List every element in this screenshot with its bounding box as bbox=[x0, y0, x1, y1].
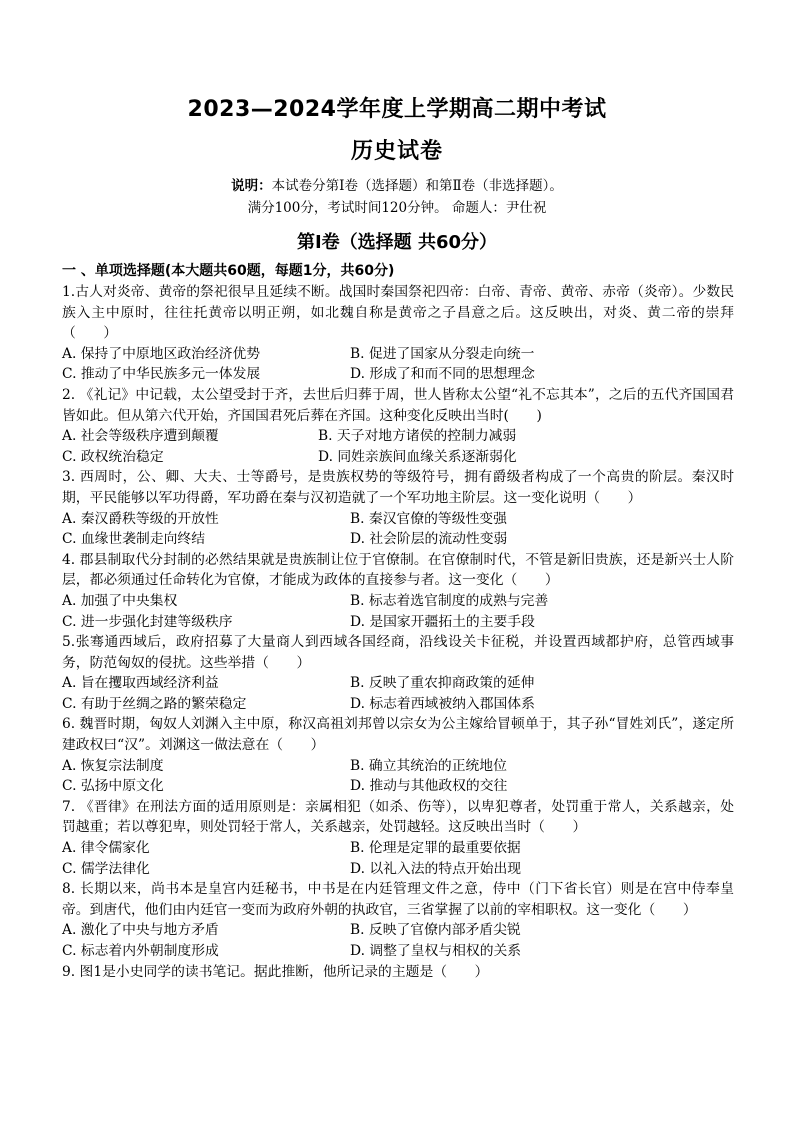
exam-note-line-2: 满分100分，考试时间120分钟。 命题人：尹仕祝 bbox=[247, 200, 547, 216]
note-label: 说明： bbox=[231, 178, 272, 194]
option-b: B. 天子对地方诸侯的控制力减弱 bbox=[318, 428, 517, 445]
option-c: C. 弘扬中原文化 bbox=[62, 778, 164, 795]
question-6 bbox=[62, 714, 734, 796]
volume-title: 第Ⅰ卷（选择题 共60分） bbox=[296, 232, 497, 253]
question-options bbox=[62, 344, 734, 385]
option-b: B. 秦汉官僚的等级性变强 bbox=[350, 510, 507, 527]
option-a: A. 激化了中央与地方矛盾 bbox=[62, 922, 219, 939]
option-a: A. 恢复宗法制度 bbox=[62, 757, 164, 774]
question-options bbox=[62, 591, 734, 632]
option-b: B. 伦理是定罪的最重要依据 bbox=[350, 840, 521, 857]
option-a: A. 秦汉爵秩等级的开放性 bbox=[62, 510, 219, 527]
option-d: D. 以礼入法的特点开始出现 bbox=[350, 860, 522, 877]
question-2 bbox=[62, 385, 734, 467]
option-d: D. 形成了和而不同的思想理念 bbox=[350, 366, 535, 383]
subject-title: 历史试卷 bbox=[350, 139, 443, 164]
option-d: D. 标志着西域被纳入郡国体系 bbox=[350, 695, 535, 712]
question-stem: 4. 郡县制取代分封制的必然结果就是贵族制让位于官僚制。在官僚制时代，不管是新旧贵族，还是新兴士人阶层，都必须通过任命转化为官僚，才能成为政体的直接参与者。这一变化（ ） bbox=[62, 551, 734, 589]
question-4 bbox=[62, 550, 734, 632]
option-a: A. 律令儒家化 bbox=[62, 840, 150, 857]
option-b: B. 标志着选官制度的成熟与完善 bbox=[350, 592, 549, 609]
question-5 bbox=[62, 632, 734, 714]
option-d: D. 是国家开疆拓土的主要手段 bbox=[350, 613, 535, 630]
option-a: A. 旨在攫取西域经济利益 bbox=[62, 675, 219, 692]
question-stem: 2. 《礼记》中记载，太公望受封于齐，去世后归葬于周，世人皆称太公望“礼不忘其本”，之后的五代齐国国君皆如此。但从第六代开始，齐国国君死后葬在齐国。这种变化反映出当时( ) bbox=[62, 386, 734, 424]
question-list bbox=[62, 282, 734, 982]
question-1 bbox=[62, 282, 734, 385]
option-c: C. 标志着内外朝制度形成 bbox=[62, 943, 219, 959]
option-b: B. 反映了重农抑商政策的延伸 bbox=[350, 675, 535, 692]
question-options bbox=[62, 509, 734, 550]
option-c: C. 儒学法律化 bbox=[62, 860, 150, 877]
option-c: C. 进一步强化封建等级秩序 bbox=[62, 613, 233, 630]
question-stem: 3. 西周时，公、卿、大夫、士等爵号，是贵族权势的等级符号，拥有爵级者构成了一个高贵的阶层。秦汉时期，平民能够以军功得爵，军功爵在秦与汉初造就了一个军功地主阶层。这一变化说明（ ） bbox=[62, 469, 734, 506]
question-stem: 5.张骞通西域后，政府招募了大量商人到西域各国经商，沿线设关卡征税，并设置西域都护府，总管西域事务，防范匈奴的侵扰。这些举措（ ） bbox=[62, 634, 734, 671]
question-stem: 7. 《晋律》在刑法方面的适用原则是：亲属相犯（如杀、伤等），以卑犯尊者，处罚重于常人，关系越亲，处罚越重；若以尊犯卑，则处罚轻于常人，关系越亲，处罚越轻。这反映出当时（ ） bbox=[62, 798, 734, 836]
question-9 bbox=[62, 962, 734, 983]
option-c: C. 政权统治稳定 bbox=[62, 448, 164, 465]
option-d: D. 调整了皇权与相权的关系 bbox=[350, 943, 522, 959]
question-options bbox=[62, 838, 734, 879]
option-c: C. 有助于丝绸之路的繁荣稳定 bbox=[62, 695, 247, 712]
question-stem: 6. 魏晋时期，匈奴人刘渊入主中原，称汉高祖刘邦曾以宗女为公主嫁给冒顿单于，其子孙“冒姓刘氏”，遂定所建政权曰“汉”。刘渊这一做法意在（ ） bbox=[62, 716, 734, 754]
question-stem: 9. 图1是小史同学的读书笔记。据此推断，他所记录的主题是（ ） bbox=[62, 963, 489, 980]
option-d: D. 推动与其他政权的交往 bbox=[350, 778, 508, 795]
question-options bbox=[62, 920, 734, 961]
option-c: C. 推动了中华民族多元一体发展 bbox=[62, 366, 261, 383]
option-a: A. 保持了中原地区政治经济优势 bbox=[62, 345, 261, 362]
option-d: D. 同姓亲族间血缘关系逐渐弱化 bbox=[318, 448, 517, 465]
question-3 bbox=[62, 467, 734, 549]
option-d: D. 社会阶层的流动性变弱 bbox=[350, 531, 508, 548]
option-b: B. 确立其统治的正统地位 bbox=[350, 757, 507, 774]
option-c: C. 血缘世袭制走向终结 bbox=[62, 531, 206, 548]
question-7 bbox=[62, 797, 734, 879]
question-options bbox=[62, 673, 734, 714]
exam-title: 2023—2024学年度上学期高二期中考试 bbox=[187, 97, 607, 122]
option-b: B. 反映了官僚内部矛盾尖锐 bbox=[350, 922, 521, 939]
question-options bbox=[62, 756, 734, 797]
question-stem: 8. 长期以来，尚书本是皇宫内廷秘书，中书是在内廷管理文件之意，侍中（门下省长官）则是在宫中侍奉皇帝。到唐代，他们由内廷官一变而为政府外朝的执政官，三省掌握了以前的宰相职权。这一变化（ ） bbox=[62, 881, 734, 918]
question-options bbox=[62, 426, 734, 467]
note-text-1: 本试卷分第Ⅰ卷（选择题）和第Ⅱ卷（非选择题）。 bbox=[271, 178, 563, 194]
option-b: B. 促进了国家从分裂走向统一 bbox=[350, 345, 535, 362]
exam-note-line-1 bbox=[0, 174, 794, 194]
question-stem: 1.古人对炎帝、黄帝的祭祀很早且延续不断。战国时秦国祭祀四帝：白帝、青帝、黄帝、赤帝（炎帝）。少数民族入主中原时，往往托黄帝以明正朔，如北魏自称是黄帝之子昌意之后。这反映出，对炎、黄二帝的崇拜（ ） bbox=[62, 284, 734, 342]
question-8 bbox=[62, 879, 734, 961]
section-title: 一 、单项选择题(本大题共60题，每题1分，共60分) bbox=[62, 263, 395, 279]
option-a: A. 社会等级秩序遭到颠覆 bbox=[62, 428, 219, 445]
option-a: A. 加强了中央集权 bbox=[62, 592, 178, 609]
